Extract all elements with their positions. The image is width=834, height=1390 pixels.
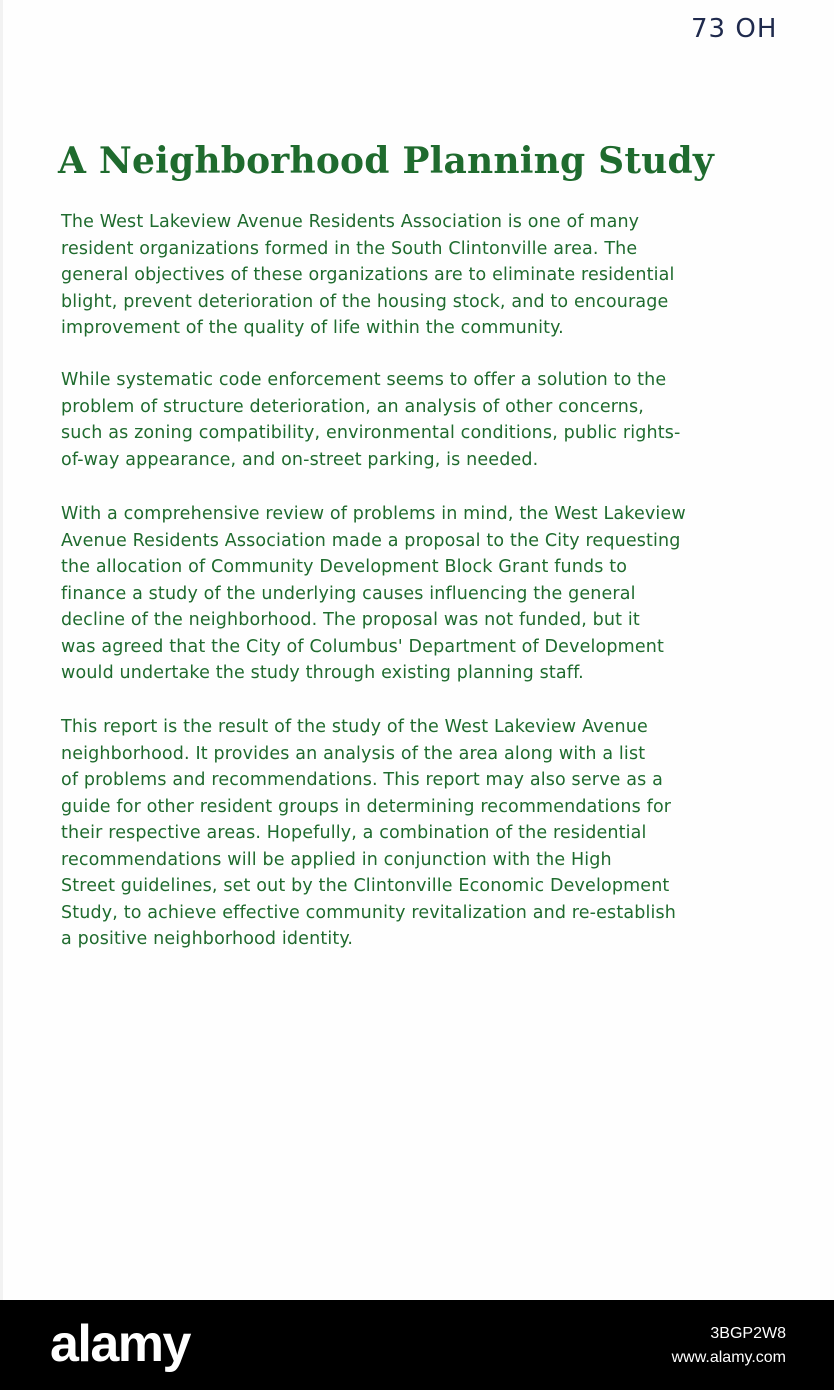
- text-line: Avenue Residents Association made a proposal to the City requesting: [61, 530, 681, 551]
- paragraph-proposal: [61, 501, 686, 687]
- image-id: 3BGP2W8: [710, 1325, 786, 1342]
- text-line: While systematic code enforcement seems to offer a solution to the: [61, 370, 667, 390]
- text-line: blight, prevent deterioration of the housing stock, and to encourage: [61, 291, 669, 312]
- site-url: www.alamy.com: [671, 1349, 786, 1366]
- image-id-block: [672, 1322, 786, 1370]
- text-line: This report is the result of the study of the West Lakeview Avenue: [61, 717, 648, 737]
- text-line: decline of the neighborhood. The proposal was not funded, but it: [61, 610, 640, 630]
- text-line: their respective areas. Hopefully, a combination of the residential: [61, 823, 647, 843]
- text-line: the allocation of Community Development Block Grant funds to: [61, 557, 628, 577]
- text-line: a positive neighborhood identity.: [61, 929, 354, 949]
- stamp-number: 73 OH: [691, 14, 778, 44]
- text-line: general objectives of these organizations are to eliminate residential: [61, 265, 675, 285]
- text-line: of-way appearance, and on-street parking, is needed.: [61, 449, 539, 470]
- alamy-logo: alamy: [50, 1315, 190, 1373]
- text-line: guide for other resident groups in determining recommendations for: [61, 796, 672, 817]
- text-line: such as zoning compatibility, environmental conditions, public rights-: [61, 423, 681, 443]
- text-line: improvement of the quality of life within the community.: [61, 318, 564, 338]
- paragraph-report: [61, 714, 676, 953]
- text-line: was agreed that the City of Columbus' Department of Development: [61, 636, 665, 657]
- paragraph-code-enforcement: [61, 367, 681, 473]
- text-line: The West Lakeview Avenue Residents Association is one of many: [61, 212, 640, 232]
- text-line: would undertake the study through existing planning staff.: [61, 663, 584, 683]
- text-line: finance a study of the underlying causes influencing the general: [61, 583, 636, 604]
- text-line: Street guidelines, set out by the Clintonville Economic Development: [61, 876, 670, 896]
- text-line: Study, to achieve effective community revitalization and re-establish: [61, 902, 677, 923]
- text-line: recommendations will be applied in conjunction with the High: [61, 849, 612, 870]
- text-line: With a comprehensive review of problems in mind, the West Lakeview: [61, 504, 686, 524]
- watermark-footer: [0, 1300, 834, 1390]
- page-title: A Neighborhood Planning Study: [58, 140, 715, 182]
- paragraph-intro: [61, 209, 675, 342]
- text-line: problem of structure deterioration, an analysis of other concerns,: [61, 396, 644, 417]
- text-line: of problems and recommendations. This report may also serve as a: [61, 770, 663, 790]
- text-line: neighborhood. It provides an analysis of the area along with a list: [61, 743, 646, 764]
- text-line: resident organizations formed in the South Clintonville area. The: [61, 238, 638, 259]
